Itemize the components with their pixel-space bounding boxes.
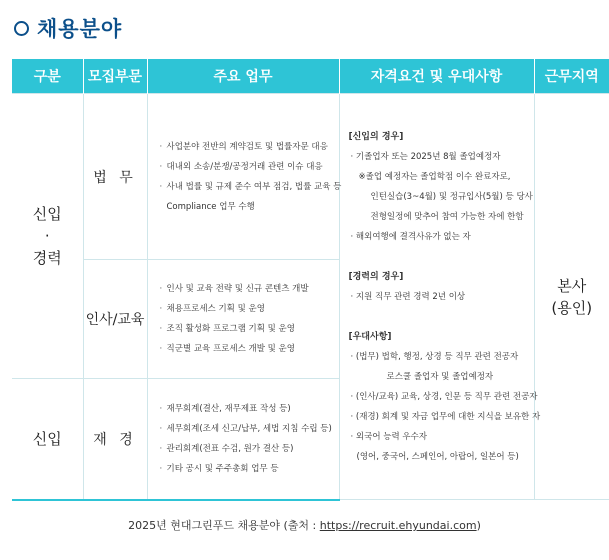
recruit-table	[12, 59, 609, 501]
caption-end: )	[476, 519, 481, 532]
qual-line: · 해외여행에 결격사유가 없는 자	[350, 231, 471, 242]
qual-line: · (재경) 회계 및 자금 업무에 대한 지식을 보유한 자	[350, 411, 541, 422]
qual-new-section	[348, 127, 533, 247]
qual-line: · 외국어 능력 우수자	[350, 431, 427, 442]
header-dept: 모집부문	[83, 59, 147, 94]
duty-item: · 직군별 교육 프로세스 개발 및 운영	[160, 339, 335, 359]
location-line: (용인)	[551, 298, 593, 317]
category-new: 신입	[12, 379, 83, 500]
circle-icon	[14, 21, 29, 36]
duties-finance	[147, 379, 339, 500]
duty-item: · 기타 공시 및 주주총회 업무 등	[160, 459, 335, 479]
qual-line: ※졸업 예정자는 졸업학점 이수 완료자로,	[358, 171, 511, 182]
category-line: 신입	[32, 205, 62, 223]
qual-line: 로스쿨 졸업자 및 졸업예정자	[386, 371, 494, 382]
duty-item: · 관리회계(전표 수검, 원가 결산 등)	[160, 439, 335, 459]
qual-pref-head: [우대사항]	[348, 331, 392, 342]
category-new-career	[12, 94, 83, 379]
qual-career-section	[349, 267, 530, 307]
source-link[interactable]: https://recruit.ehyundai.com	[319, 519, 477, 532]
header-category: 구분	[12, 59, 83, 94]
table-row	[12, 94, 609, 260]
work-location	[534, 94, 609, 500]
duties-hr	[147, 260, 339, 379]
caption	[0, 517, 609, 533]
qual-line: 전형일정에 맞추어 참여 가능한 자에 한함	[370, 211, 524, 222]
duty-item: · 사내 법률 및 규제 준수 여부 점검, 법률 교육 등	[160, 177, 335, 197]
duty-item: · 재무회계(결산, 재무제표 작성 등)	[160, 399, 335, 419]
header-duties: 주요 업무	[147, 59, 339, 94]
category-dot: ·	[44, 227, 50, 245]
qual-line: (영어, 중국어, 스페인어, 아랍어, 일본어 등)	[356, 451, 519, 462]
duty-item: · 세무회계(조세 신고/납부, 세법 지침 수립 등)	[160, 419, 335, 439]
qual-line: · (인사/교육) 교육, 상경, 인문 등 직무 관련 전공자	[350, 391, 538, 402]
qual-career-head: [경력의 경우]	[348, 271, 404, 282]
table-header-row	[12, 59, 609, 94]
location-line: 본사	[557, 276, 587, 295]
caption-text: 2025년 현대그린푸드 채용분야 (출처 :	[128, 519, 320, 532]
duty-item: · 채용프로세스 기획 및 운영	[160, 299, 335, 319]
qual-line: 인턴실습(3~4월) 및 정규입사(5월) 등 당사	[370, 191, 533, 202]
page-title	[14, 10, 122, 46]
dept-legal: 법 무	[83, 94, 147, 260]
dept-finance: 재 경	[83, 379, 147, 500]
duty-item: · 조직 활성화 프로그램 기획 및 운영	[160, 319, 335, 339]
duty-item: · 대내외 소송/분쟁/공정거래 관련 이슈 대응	[160, 157, 335, 177]
duty-item: · 사업분야 전반의 계약검토 및 법률자문 대응	[160, 137, 335, 157]
qual-new-head: [신입의 경우]	[348, 131, 404, 142]
qual-line: · 기졸업자 또는 2025년 8월 졸업예정자	[350, 151, 501, 162]
qual-line: · (법무) 법학, 행정, 상경 등 직무 관련 전공자	[350, 351, 519, 362]
header-location: 근무지역	[534, 59, 609, 94]
qualifications	[339, 94, 541, 500]
title-text: 채용분야	[37, 17, 123, 41]
duty-item: · 인사 및 교육 전략 및 신규 콘텐츠 개발	[160, 279, 335, 299]
qual-line: · 지원 직무 관련 경력 2년 이상	[350, 291, 466, 302]
category-line: 경력	[32, 249, 62, 267]
duty-item: Compliance 업무 수행	[166, 201, 255, 212]
dept-hr: 인사/교육	[83, 260, 147, 379]
qual-pref-section	[348, 327, 541, 467]
duties-legal	[147, 94, 342, 260]
header-qualifications: 자격요건 및 우대사항	[339, 59, 534, 94]
